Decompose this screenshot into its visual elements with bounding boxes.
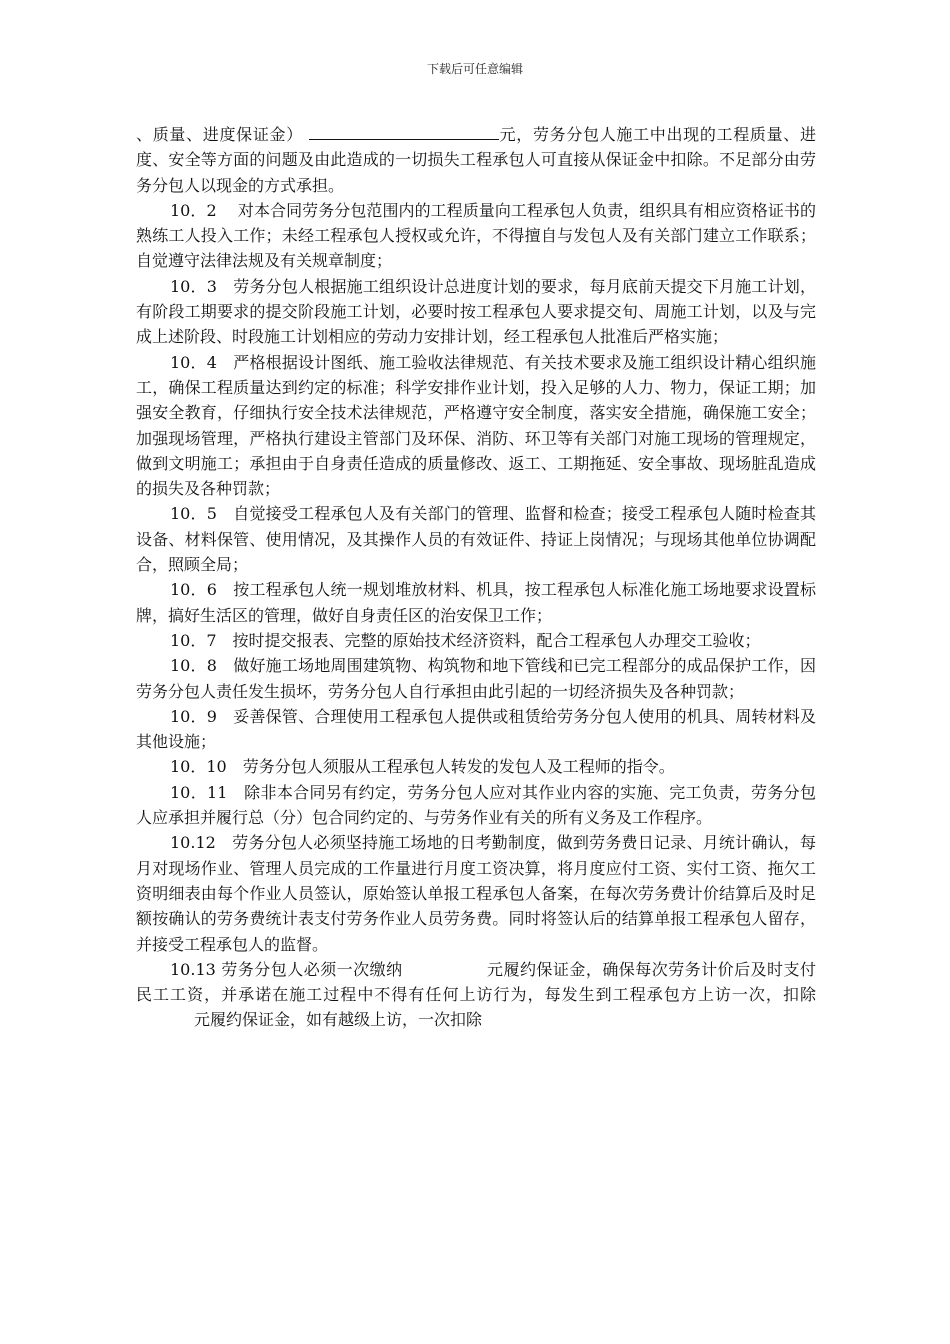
amount-blank bbox=[309, 124, 499, 140]
paragraph-10-13 bbox=[136, 957, 816, 1033]
paragraph-text: 元履约保证金，如有越级上访，一次扣除 bbox=[194, 1010, 483, 1030]
paragraph-10-1-continuation bbox=[136, 122, 816, 198]
paragraph-10-10: 10．10 劳务分包人须服从工程承包人转发的发包人及工程师的指令。 bbox=[170, 757, 675, 777]
paragraph-10-8: 10．8 做好施工场地周围建筑物、构筑物和地下管线和已完工程部分的成品保护工作，因劳务分包人责任发生损坏，劳务分包人自行承担由此引起的一切经济损失及各种罚款； bbox=[136, 656, 816, 701]
paragraph-10-7: 10．7 按时提交报表、完整的原始技术经济资料，配合工程承包人办理交工验收； bbox=[170, 630, 761, 650]
document-body bbox=[136, 122, 816, 1033]
paragraph-text: 元履约保证金，确保每次劳务计价后及时支付民工工资，并承诺在施工过程中不得有任何上访行为，每发生到工程承包方上访一次，扣除 bbox=[136, 959, 816, 1005]
paragraph-10-3: 10．3 劳务分包人根据施工组织设计总进度计划的要求，每月底前天提交下月施工计划，有阶段工期要求的提交阶段施工计划，必要时按工程承包人要求提交旬、周施工计划，以及与完成上述阶段、时段施工计划相应的劳动力安排计划，经工程承包人批准后严格实施； bbox=[136, 276, 816, 347]
paragraph-text: 10.13 劳务分包人必须一次缴纳 bbox=[170, 959, 403, 979]
paragraph-10-5: 10．5 自觉接受工程承包人及有关部门的管理、监督和检查；接受工程承包人随时检查其设备、材料保管、使用情况，及其操作人员的有效证件、持证上岗情况；与现场其他单位协调配合，照顾全局； bbox=[136, 504, 816, 575]
paragraph-10-6: 10．6 按工程承包人统一规划堆放材料、机具，按工程承包人标准化施工场地要求设置标牌，搞好生活区的管理，做好自身责任区的治安保卫工作； bbox=[136, 580, 816, 625]
paragraph-10-12: 10.12 劳务分包人必须坚持施工场地的日考勤制度，做到劳务费日记录、月统计确认，每月对现场作业、管理人员完成的工作量进行月度工资决算，将月度应付工资、实付工资、拖欠工资明细表由每个作业人员签认，原始签认单报工程承包人备案，在每次劳务费计价结算后及时足额按确认的劳务费统计表支付劳务作业人员劳务费。同时将签认后的结算单报工程承包人留存，并接受工程承包人的监督。 bbox=[136, 833, 816, 954]
paragraph-10-4: 10．4 严格根据设计图纸、施工验收法律规范、有关技术要求及施工组织设计精心组织施工，确保工程质量达到约定的标准；科学安排作业计划，投入足够的人力、物力，保证工期；加强安全教育，仔细执行安全技术法律规范，严格遵守安全制度，落实安全措施，确保施工安全；加强现场管理，严格执行建设主管部门及环保、消防、环卫等有关部门对施工现场的管理规定，做到文明施工；承担由于自身责任造成的质量修改、返工、工期拖延、安全事故、现场脏乱造成的损失及各种罚款； bbox=[136, 352, 816, 499]
page-header: 下载后可任意编辑 bbox=[426, 62, 523, 76]
paragraph-text: 、质量、进度保证金） bbox=[136, 125, 303, 144]
paragraph-10-11: 10．11 除非本合同另有约定，劳务分包人应对其作业内容的实施、完工负责，劳务分包人应承担并履行总（分）包合同约定的、与劳务作业有关的所有义务及工作程序。 bbox=[136, 782, 816, 828]
paragraph-10-9: 10．9 妥善保管、合理使用工程承包人提供或租赁给劳务分包人使用的机具、周转材料及其他设施； bbox=[136, 706, 816, 752]
paragraph-10-2: 10．2 对本合同劳务分包范围内的工程质量向工程承包人负责，组织具有相应资格证书的熟练工人投入工作；未经工程承包人授权或允许，不得擅自与发包人及有关部门建立工作联系；自觉遵守法律法规及有关规章制度； bbox=[136, 200, 816, 271]
paragraph-text: 元，劳务分包人施工中出现的工程质量、进度、安全等方面的问题及由此造成的一切损失工程承包人可直接从保证金中扣除。不足部分由劳务分包人以现金的方式承担。 bbox=[136, 125, 816, 195]
